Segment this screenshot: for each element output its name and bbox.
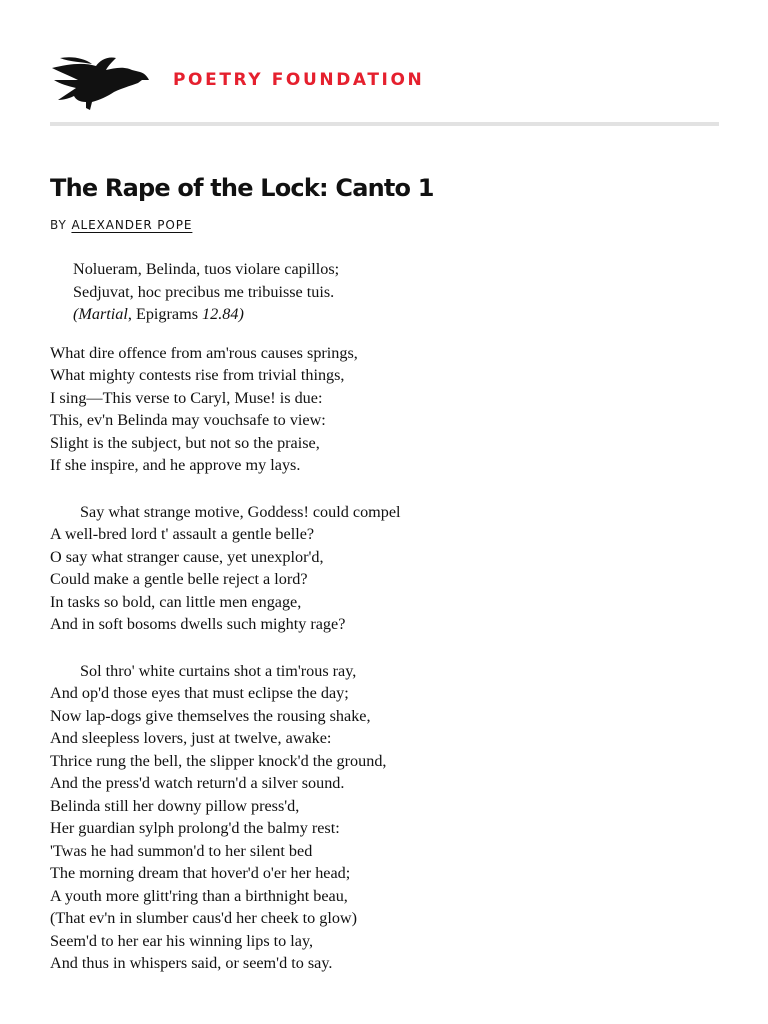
pegasus-logo-icon[interactable] bbox=[50, 50, 150, 110]
citation-author: (Martial bbox=[73, 305, 128, 323]
poem-line: 'Twas he had summon'd to her silent bed bbox=[50, 841, 313, 860]
poem-line: O say what stranger cause, yet unexplor'd, bbox=[50, 547, 324, 566]
poem-line: A youth more glitt'ring than a birthnight beau, bbox=[50, 886, 348, 905]
poem-line: Seem'd to her ear his winning lips to lay, bbox=[50, 931, 314, 950]
author-link[interactable]: ALEXANDER POPE bbox=[71, 218, 193, 232]
byline bbox=[50, 216, 192, 234]
epigraph-citation bbox=[50, 303, 401, 326]
poem-line: If she inspire, and he approve my lays. bbox=[50, 456, 301, 474]
poem-line: The morning dream that hover'd o'er her head; bbox=[50, 864, 351, 882]
epigraph-line: Nolueram, Belinda, tuos violare capillos; bbox=[73, 260, 340, 278]
site-header bbox=[50, 44, 719, 124]
citation-number: 12.84) bbox=[202, 305, 244, 323]
poem-line: And in soft bosoms dwells such mighty rage? bbox=[50, 615, 346, 633]
poem-line: Say what strange motive, Goddess! could compel bbox=[80, 502, 401, 521]
poem-line: And the press'd watch return'd a silver sound. bbox=[50, 774, 345, 792]
poem-body bbox=[50, 258, 401, 975]
poem-line: This, ev'n Belinda may vouchsafe to view: bbox=[50, 411, 326, 429]
header-divider bbox=[50, 122, 719, 126]
stanza bbox=[50, 660, 401, 975]
stanza bbox=[50, 501, 401, 636]
poem-line: What mighty contests rise from trivial things, bbox=[50, 366, 345, 384]
poem-line: Now lap-dogs give themselves the rousing shake, bbox=[50, 706, 371, 725]
poem-line: Belinda still her downy pillow press'd, bbox=[50, 796, 300, 815]
citation-work: , Epigrams bbox=[127, 305, 203, 323]
poem-line: In tasks so bold, can little men engage, bbox=[50, 592, 302, 611]
stanza bbox=[50, 342, 401, 477]
poem-line: And op'd those eyes that must eclipse the day; bbox=[50, 684, 349, 702]
poem-line: Could make a gentle belle reject a lord? bbox=[50, 570, 308, 588]
poem-title: The Rape of the Lock: Canto 1 bbox=[50, 174, 434, 202]
poem-line: Thrice rung the bell, the slipper knock'd the ground, bbox=[50, 751, 387, 770]
poem-line: (That ev'n in slumber caus'd her cheek to glow) bbox=[50, 909, 358, 927]
poem-line: Slight is the subject, but not so the praise, bbox=[50, 433, 320, 452]
epigraph-line: Sedjuvat, hoc precibus me tribuisse tuis. bbox=[73, 282, 335, 301]
poem-line: And thus in whispers said, or seem'd to say. bbox=[50, 954, 333, 972]
poem-line: A well-bred lord t' assault a gentle belle? bbox=[50, 525, 315, 543]
poem-line: Sol thro' white curtains shot a tim'rous ray, bbox=[80, 661, 357, 680]
poem-line: And sleepless lovers, just at twelve, awake: bbox=[50, 729, 332, 747]
poem-line: Her guardian sylph prolong'd the balmy rest: bbox=[50, 819, 340, 837]
poem-line: I sing—This verse to Caryl, Muse! is due: bbox=[50, 388, 323, 407]
brand-name[interactable]: POETRY FOUNDATION bbox=[173, 70, 425, 90]
by-label: BY bbox=[50, 218, 67, 232]
poem-line: What dire offence from am'rous causes springs, bbox=[50, 343, 358, 362]
